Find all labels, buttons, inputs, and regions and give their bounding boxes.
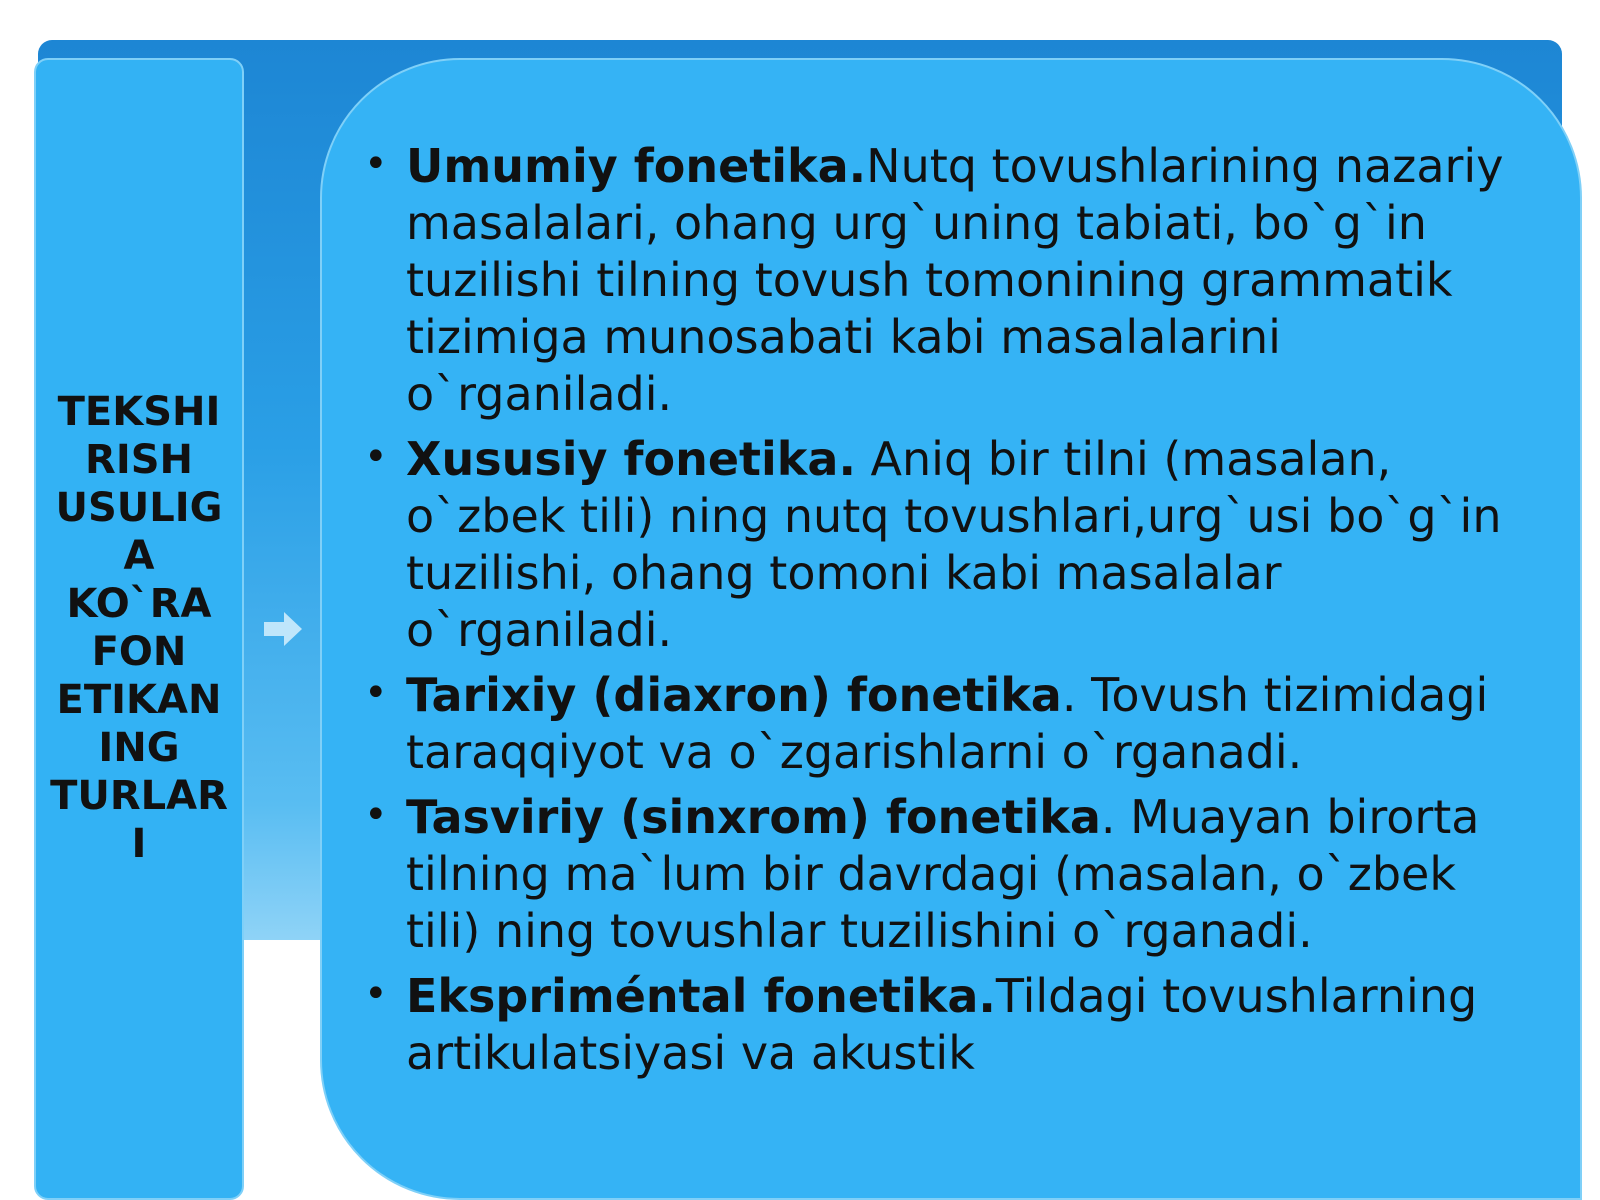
phonetics-types-list (364, 138, 1504, 1090)
bullet-icon: • (364, 670, 388, 716)
bullet-icon: • (364, 141, 388, 187)
item-description: Tildagi tovushlarning artikulatsiyasi va akustik (406, 969, 1478, 1080)
list-item-historical-phonetics (364, 667, 1504, 781)
item-term: Tarixiy (diaxron) fonetika (406, 668, 1062, 722)
list-item-experimental-phonetics (364, 968, 1504, 1082)
list-item-general-phonetics (364, 138, 1504, 423)
bullet-icon: • (364, 971, 388, 1017)
item-description: Aniq bir tilni (masalan, o`zbek tili) ning nutq tovushlari,urg`usi bo`g`in tuzilishi, ohang tomoni kabi masalalar o`rganiladi. (406, 432, 1502, 657)
list-item-specific-phonetics (364, 431, 1504, 659)
right-arrow-icon (262, 608, 304, 650)
item-term: Ekspriméntal fonetika. (406, 969, 996, 1023)
item-term: Xususiy fonetika. (406, 432, 856, 486)
item-description: . Muayan birorta tilning ma`lum bir davrdagi (masalan, o`zbek tili) ning tovushlar tuzilishini o`rganadi. (406, 790, 1480, 958)
bullet-icon: • (364, 792, 388, 838)
item-term: Umumiy fonetika. (406, 139, 867, 193)
item-term: Tasviriy (sinxrom) fonetika (406, 790, 1101, 844)
content-panel (320, 58, 1582, 1200)
item-description: Nutq tovushlarining nazariy masalalari, ohang urg`uning tabiati, bo`g`in tuzilishi tilning tovush tomonining grammatik tizimiga munosabati kabi masalalarini o`rganiladi. (406, 139, 1504, 421)
category-title: TEKSHI RISH USULIG A KO`RA FON ETIKAN ING TURLAR I (50, 389, 228, 867)
item-description: . Tovush tizimidagi taraqqiyot va o`zgarishlarni o`rganadi. (406, 668, 1489, 779)
bullet-icon: • (364, 434, 388, 480)
list-item-descriptive-phonetics (364, 789, 1504, 960)
